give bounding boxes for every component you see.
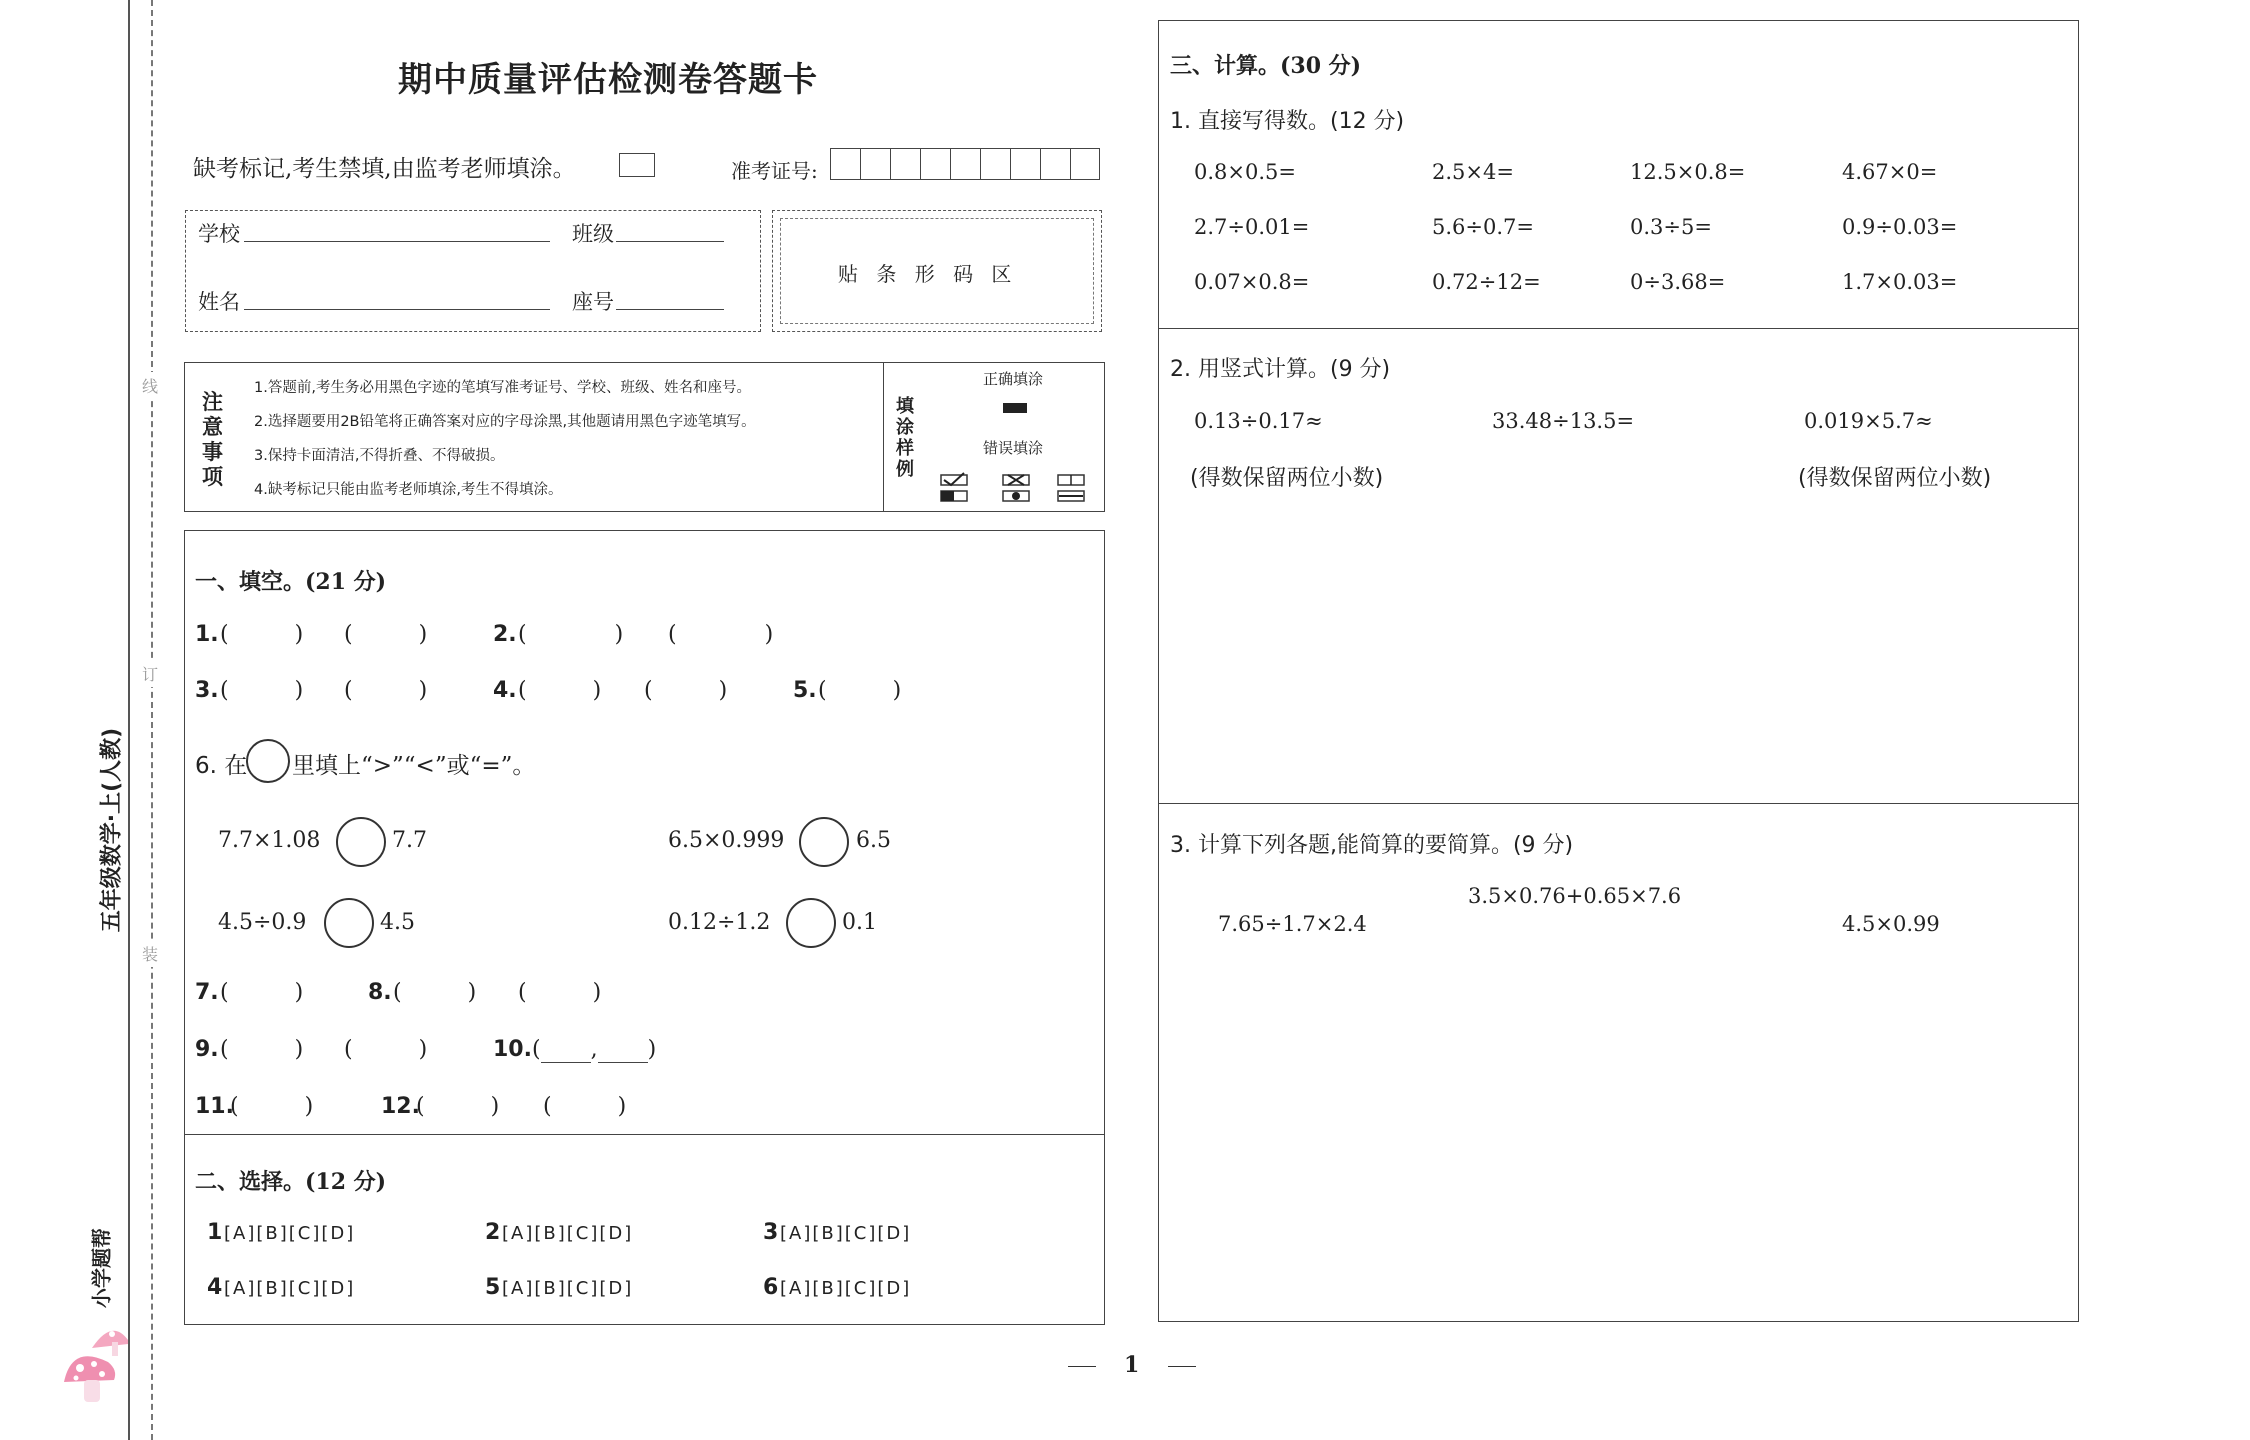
notice-title: 注意事项 [202,390,223,489]
compare-1-right: 7.7 [392,828,427,853]
barcode-label: 贴 条 形 码 区 [838,262,1018,286]
cut-mark-line: 线 [142,372,158,399]
compare-3-right: 4.5 [380,910,415,935]
brand-label: 小学题帮 [89,1228,114,1308]
cut-mark-bind: 订 [142,660,158,687]
exam-id-label: 准考证号: [731,159,818,183]
q4-blank-2[interactable]: ( ) [644,678,728,703]
vertical-calc-1: 0.13÷0.17≈ [1194,409,1323,433]
q12-blank-2[interactable]: ( ) [543,1094,627,1119]
subject-label: 五年级数学·上(人教) [99,727,125,933]
q3-label: 3. [195,678,219,703]
choice-2-number: 2 [485,1220,501,1245]
wrong-fill-label: 错误填涂 [983,439,1044,457]
compare-3-circle[interactable] [324,898,374,948]
direct-calc-1: 0.8×0.5= [1194,160,1296,184]
direct-calc-6: 5.6÷0.7= [1432,215,1534,239]
class-field[interactable] [616,241,724,242]
compare-1-circle[interactable] [336,817,386,867]
q9-blank-1[interactable]: ( ) [220,1037,304,1062]
q1-blank-1[interactable]: ( ) [220,622,304,647]
notice-item-3: 3.保持卡面清洁,不得折叠、不得破损。 [254,448,505,464]
correct-fill-sample [1003,403,1027,413]
q12-label: 12. [381,1094,420,1119]
q8-label: 8. [368,980,392,1005]
compare-4-left: 0.12÷1.2 [668,910,771,935]
q8-blank-1[interactable]: ( ) [393,980,477,1005]
section-3-heading: 三、计算。(30 分) [1170,53,1362,79]
compare-1-left: 7.7×1.08 [218,828,321,853]
q1-blank-2[interactable]: ( ) [344,622,428,647]
choice-5-number: 5 [485,1275,501,1300]
direct-calc-9: 0.07×0.8= [1194,270,1310,294]
q5-label: 5. [793,678,817,703]
q3-blank-1[interactable]: ( ) [220,678,304,703]
direct-calc-7: 0.3÷5= [1630,215,1712,239]
q4-blank-1[interactable]: ( ) [518,678,602,703]
q4-label: 4. [493,678,517,703]
compare-2-circle[interactable] [799,817,849,867]
direct-calc-4: 4.67×0= [1842,160,1938,184]
q12-blank-1[interactable]: ( ) [416,1094,500,1119]
q5-blank-1[interactable]: ( ) [818,678,902,703]
q9-label: 9. [195,1037,219,1062]
choice-3-number: 3 [763,1220,779,1245]
page-dash-left [1068,1366,1096,1367]
rounding-note-1: (得数保留两位小数) [1190,466,1384,491]
seat-label: 座号 [572,290,614,314]
section-2-heading: 二、选择。(12 分) [195,1169,387,1195]
part-2-divider [1158,803,2079,804]
school-field[interactable] [244,241,550,242]
compare-2-right: 6.5 [856,828,891,853]
direct-calc-5: 2.7÷0.01= [1194,215,1310,239]
page-title: 期中质量评估检测卷答题卡 [398,60,818,100]
compare-4-right: 0.1 [842,910,877,935]
part-2-title: 2. 用竖式计算。(9 分) [1170,357,1391,382]
part-1-title: 1. 直接写得数。(12 分) [1170,109,1405,134]
q10-label: 10. [493,1037,532,1062]
simplify-calc-1: 7.65÷1.7×2.4 [1218,912,1367,936]
rounding-note-3: (得数保留两位小数) [1798,466,1992,491]
q7-blank-1[interactable]: ( ) [220,980,304,1005]
sample-title: 填涂样例 [896,396,914,480]
q1-label: 1. [195,622,219,647]
choice-1-options[interactable]: [A][B][C][D] [224,1223,356,1244]
notice-item-4: 4.缺考标记只能由监考老师填涂,考生不得填涂。 [254,482,563,498]
choice-6-number: 6 [763,1275,779,1300]
compare-4-circle[interactable] [786,898,836,948]
q2-blank-1[interactable]: ( ) [518,622,624,647]
cut-mark-fold: 装 [142,940,158,967]
q6-example-circle [246,739,290,783]
compare-3-left: 4.5÷0.9 [218,910,307,935]
compare-2-left: 6.5×0.999 [668,828,785,853]
wrong-fill-check-icon [938,472,972,506]
seat-field[interactable] [616,309,724,310]
section-divider [184,1134,1105,1135]
direct-calc-2: 2.5×4= [1432,160,1514,184]
choice-3-options[interactable]: [A][B][C][D] [780,1223,912,1244]
q6-prefix: 6. 在 [195,753,248,779]
choice-1-number: 1 [207,1220,223,1245]
direct-calc-10: 0.72÷12= [1432,270,1541,294]
mushroom-logo-icon [62,1318,132,1408]
binding-dashed-line [151,0,153,1440]
choice-5-options[interactable]: [A][B][C][D] [502,1278,634,1299]
choice-4-options[interactable]: [A][B][C][D] [224,1278,356,1299]
q2-label: 2. [493,622,517,647]
absent-mark-box[interactable] [619,153,655,177]
student-info-box [185,210,761,332]
simplify-calc-2: 3.5×0.76+0.65×7.6 [1468,884,1682,908]
page-number: 1 [1124,1352,1140,1378]
choice-6-options[interactable]: [A][B][C][D] [780,1278,912,1299]
notice-item-1: 1.答题前,考生务必用黑色字迹的笔填写准考证号、学校、班级、姓名和座号。 [254,380,751,396]
direct-calc-8: 0.9÷0.03= [1842,215,1958,239]
wrong-fill-partial-icon [1055,472,1089,506]
q10-blank[interactable]: ( , ) [532,1037,657,1062]
direct-calc-12: 1.7×0.03= [1842,270,1958,294]
q7-label: 7. [195,980,219,1005]
notice-item-2: 2.选择题要用2B铅笔将正确答案对应的字母涂黑,其他题请用黑色字迹笔填写。 [254,414,756,430]
q3-blank-2[interactable]: ( ) [344,678,428,703]
choice-4-number: 4 [207,1275,223,1300]
absent-note: 缺考标记,考生禁填,由监考老师填涂。 [193,156,576,182]
simplify-calc-3: 4.5×0.99 [1842,912,1940,936]
q2-blank-2[interactable]: ( ) [668,622,774,647]
part-1-divider [1158,328,2079,329]
direct-calc-11: 0÷3.68= [1630,270,1726,294]
school-label: 学校 [198,222,240,246]
section-1-2-box [184,530,1105,1325]
section-1-heading: 一、填空。(21 分) [195,569,387,595]
name-field[interactable] [244,309,550,310]
vertical-calc-2: 33.48÷13.5= [1492,409,1635,433]
name-label: 姓名 [198,290,240,314]
correct-fill-label: 正确填涂 [983,370,1044,388]
part-3-title: 3. 计算下列各题,能简算的要简算。(9 分) [1170,833,1574,858]
wrong-fill-cross-icon [1000,472,1034,506]
q11-blank-1[interactable]: ( ) [230,1094,314,1119]
q6-instruction: 里填上“>”“<”或“=”。 [292,753,536,779]
q11-label: 11. [195,1094,234,1119]
class-label: 班级 [572,222,614,246]
choice-2-options[interactable]: [A][B][C][D] [502,1223,634,1244]
q8-blank-2[interactable]: ( ) [518,980,602,1005]
vertical-calc-3: 0.019×5.7≈ [1804,409,1933,433]
exam-id-grid[interactable] [830,148,1100,180]
page-dash-right [1168,1366,1196,1367]
binding-solid-line [128,0,130,1440]
direct-calc-3: 12.5×0.8= [1630,160,1746,184]
q9-blank-2[interactable]: ( ) [344,1037,428,1062]
